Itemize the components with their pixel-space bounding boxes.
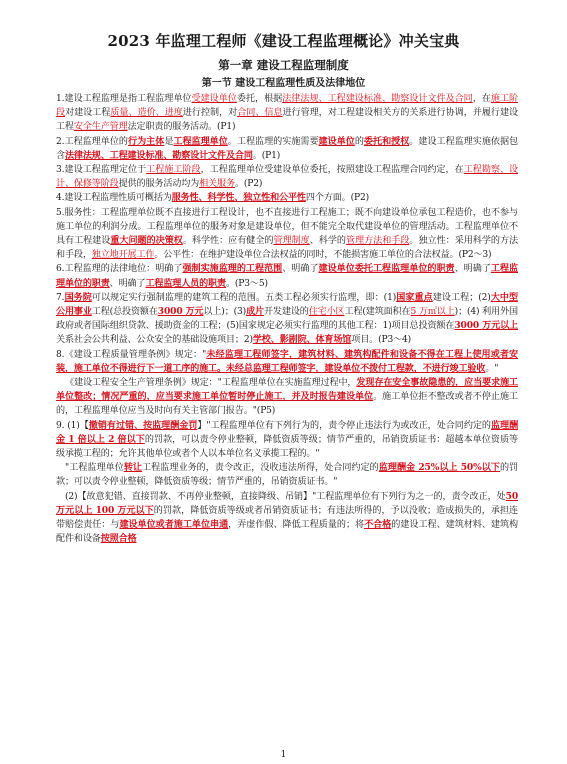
highlight: 行为主体 bbox=[128, 135, 165, 147]
text-run: 1.建设工程监理是指工程监理单位 bbox=[56, 94, 192, 104]
paragraph-9c bbox=[56, 490, 518, 547]
text-run: 、明确了 bbox=[282, 264, 319, 275]
highlight: 合同、信息 bbox=[237, 108, 283, 119]
text-run: 项目。(P3～4) bbox=[351, 335, 412, 346]
highlight: 工程施工阶段 bbox=[146, 165, 201, 176]
highlight: 建设单位委托工程监理单位的职责 bbox=[318, 263, 455, 275]
highlight: 受建设单位 bbox=[191, 94, 237, 104]
text-run: 。建设工程监理实施依据包含 bbox=[56, 136, 519, 161]
paragraph-8 bbox=[56, 348, 518, 376]
text-run: 。科学性：应有健全的 bbox=[182, 236, 274, 247]
highlight: 大中型公用事业 bbox=[56, 291, 518, 318]
text-run: 。独立性：采用科学的方法和手段， bbox=[56, 236, 518, 261]
highlight: 法律法规、工程建设标准、勘察设计文件及合同 bbox=[64, 149, 253, 161]
text-run: 的罚款，降低资质等级或者吊销资质证书；有违法所得的，予以没收；造成损失的，承担连带赔偿责任：与 bbox=[56, 505, 518, 531]
highlight: 施工阶段 bbox=[56, 94, 518, 119]
highlight: 管理方法和手段 bbox=[345, 236, 410, 247]
highlight: 学校、影剧院、体育场馆 bbox=[252, 334, 352, 346]
text-run: 工程监理业务的，责令改正，没收违法所得，处合同约定的 bbox=[142, 463, 379, 474]
highlight: 委托和授权 bbox=[363, 135, 410, 147]
paragraph-3 bbox=[56, 163, 518, 191]
highlight: 建设单位或者施工单位串通 bbox=[119, 519, 229, 531]
highlight: 5 万㎡以上 bbox=[410, 307, 455, 318]
highlight: 法律法规、工程建设标准、勘察设计文件及合同 bbox=[282, 94, 473, 104]
text-run: 法定职责的服务活动。(P1) bbox=[127, 122, 236, 133]
paragraph-5 bbox=[56, 206, 518, 263]
text-run: 以上)；(3) bbox=[203, 307, 247, 318]
text-run: 《建设工程安全生产管理条例》规定："工程监理单位在实施监理过程中， bbox=[65, 378, 357, 389]
highlight: 工程勘察、设计、保修等阶段 bbox=[56, 165, 518, 190]
highlight: 3000 万元以上 bbox=[454, 320, 518, 332]
text-run: 关系社会公共利益、公众安全的基础设施项目；2) bbox=[56, 335, 253, 346]
text-run: )；(4) 利用外国政府或者国际组织贷款、援助资金的工程；(5)国家规定必须实行监理的其他工程：1)项目总投资额在 bbox=[56, 307, 518, 332]
text-run: ，工程监理单位受建设单位委托，按照建设工程监理合同约定，在 bbox=[200, 165, 464, 176]
text-run: 2.工程监理单位的 bbox=[56, 136, 129, 147]
text-run: 、科学的 bbox=[309, 236, 346, 247]
highlight: 按照合格 bbox=[100, 533, 137, 545]
document-title: 2023 年监理工程师《建设工程监理概论》冲关宝典 bbox=[107, 32, 460, 50]
highlight: 工程监理单位 bbox=[173, 135, 228, 147]
highlight: 撤销有过错、按监理酬金罚 bbox=[88, 419, 198, 431]
text-run: 工程(总投资额在 bbox=[91, 307, 158, 318]
text-run: ，弄虚作假、降低工程质量的；将 bbox=[228, 520, 365, 531]
highlight: 建设单位 bbox=[318, 135, 355, 147]
highlight: 服务性、科学性、独立性和公平性 bbox=[171, 192, 306, 204]
highlight: 未经监理工程师签字，建筑材料、建筑构配件和设备不得在工程上使用或者安装，施工单位不得进行下一道工序的施工。未经总监理工程师签字，建设单位不拨付工程款，不进行竣工验收 bbox=[56, 348, 518, 374]
document-body bbox=[56, 92, 518, 547]
highlight: 50 万元以上 100 万元以下 bbox=[56, 490, 518, 516]
text-run: 的罚款，可以责令停业整顿，降低资质等级；情节严重的，吊销资质证书：超越本单位资质等级承揽工程的；允许其他单位或者个人以本单位名义承揽工程的。" bbox=[56, 434, 518, 460]
text-run: 。(P1) bbox=[252, 150, 281, 161]
text-run: 】"工程监理单位有下列行为的，责令停止违法行为或改正，处合同约定的 bbox=[197, 420, 491, 431]
text-run: 四个方面。(P2) bbox=[305, 193, 369, 204]
text-run: "工程监理单位 bbox=[65, 463, 124, 474]
highlight: 成片 bbox=[246, 306, 264, 318]
text-run: 委托，根据 bbox=[236, 94, 283, 104]
paragraph-7 bbox=[56, 291, 518, 348]
highlight: 重大问题的决策权 bbox=[110, 235, 183, 247]
text-run: 提供的服务活动均为 bbox=[118, 179, 200, 190]
text-run: 。(P2) bbox=[234, 179, 263, 190]
highlight: 工程监理单位的职责 bbox=[56, 263, 518, 289]
highlight: 发现存在安全事故隐患的，应当要求施工单位整改；情况严重的，应当要求施工单位暂时停止施工，并及时报告建设单位 bbox=[56, 377, 518, 403]
text-run: 7. bbox=[56, 292, 65, 303]
highlight: 监理酬金 1 倍以上 2 倍以下 bbox=[56, 419, 519, 445]
chapter-heading: 第一章 建设工程监理制度 bbox=[218, 58, 349, 72]
paragraph-2 bbox=[56, 135, 518, 163]
text-run: ，在 bbox=[472, 94, 491, 104]
text-run: (2)【故意犯错、直接罚款、不再停业整顿，直接降级、吊销】"工程监理单位有下列行为之一的，责令改正，处 bbox=[65, 491, 506, 502]
paragraph-9 bbox=[56, 419, 518, 462]
text-run: 建设工程；(2) bbox=[432, 292, 491, 303]
text-run: 。施工单位拒不整改或者不停止施工的，工程监理单位应当及时向有关主管部门报告。"(P5) bbox=[56, 392, 518, 417]
text-run: 的罚款；可以责令停业整顿，降低资质等级；情节严重的，吊销资质证书。" bbox=[56, 463, 519, 488]
text-run: 8.《建设工程质量管理条例》规定：" bbox=[56, 349, 207, 360]
text-run: 。(P3～5) bbox=[225, 278, 268, 289]
text-run: 对建设工程 bbox=[65, 108, 111, 119]
page-number: 1 bbox=[280, 750, 287, 760]
paragraph-4 bbox=[56, 191, 518, 205]
text-run: 开发建设的 bbox=[263, 307, 309, 318]
highlight: 3000 万元 bbox=[157, 306, 204, 318]
highlight: 监理酬金 25%以上 50%以下 bbox=[378, 462, 500, 474]
highlight: 不合格 bbox=[364, 519, 392, 531]
highlight: 独立地开展工作 bbox=[91, 250, 155, 261]
text-run: 4.建设工程监理性质可概括为 bbox=[56, 193, 172, 204]
highlight: 相关服务 bbox=[199, 179, 235, 190]
text-run: 。" bbox=[485, 363, 499, 374]
text-run: 进行控制，对 bbox=[182, 108, 238, 119]
highlight: 质量、造价、进度 bbox=[110, 108, 183, 119]
text-run: 工程(建筑面积在 bbox=[344, 307, 411, 318]
section-heading: 第一节 建设工程监理性质及法律地位 bbox=[201, 78, 366, 89]
paragraph-1 bbox=[56, 92, 518, 135]
text-run: 是 bbox=[164, 136, 174, 147]
paragraph-9b bbox=[56, 461, 518, 489]
highlight: 转让 bbox=[123, 462, 143, 474]
highlight: 安全生产管理 bbox=[73, 122, 128, 133]
text-run: 。工程监理的实施需要 bbox=[227, 136, 319, 147]
text-run: 3.建设工程监理定位于 bbox=[56, 165, 147, 176]
highlight: 国家重点 bbox=[396, 291, 433, 303]
text-run: 的 bbox=[354, 136, 364, 147]
highlight: 管理制度 bbox=[273, 236, 310, 247]
text-run: 、明确了 bbox=[454, 264, 491, 275]
text-run: 。公平性：在维护建设单位合法权益的同时，不能损害施工单位的合法权益。(P2～3) bbox=[154, 250, 492, 261]
text-run: 5.服务性：工程监理单位既不直接进行工程设计，也不直接进行工程施工；既不向建设单位承包工程造价，也不参与施工单位的利润分成。工程监理单位的服务对象是建设单位，但不能完全取代建设单位的管理活动。工程监理单位不具有工程建设 bbox=[56, 207, 518, 247]
text-run: 可以规定实行强制监理的建筑工程的范围。五类工程必须实行监理，即：(1) bbox=[91, 292, 397, 303]
highlight: 国务院 bbox=[64, 291, 92, 303]
paragraph-8b bbox=[56, 376, 518, 419]
paragraph-6 bbox=[56, 262, 518, 290]
highlight: 强制实施监理的工程范围 bbox=[182, 263, 283, 275]
text-run: 9. (1)【 bbox=[56, 420, 89, 431]
text-run: 进行管理，对工程建设相关方的关系进行协调，并履行建设工程 bbox=[56, 108, 518, 133]
text-run: 、明确了 bbox=[109, 278, 146, 289]
text-run: 的建设工程、建筑材料、建筑构配件和设备 bbox=[56, 520, 518, 545]
highlight: 工程监理人员的职责 bbox=[145, 277, 226, 289]
text-run: 6.工程监理的法律地位：明确了 bbox=[56, 264, 183, 275]
highlight: 住宅小区 bbox=[308, 307, 345, 318]
